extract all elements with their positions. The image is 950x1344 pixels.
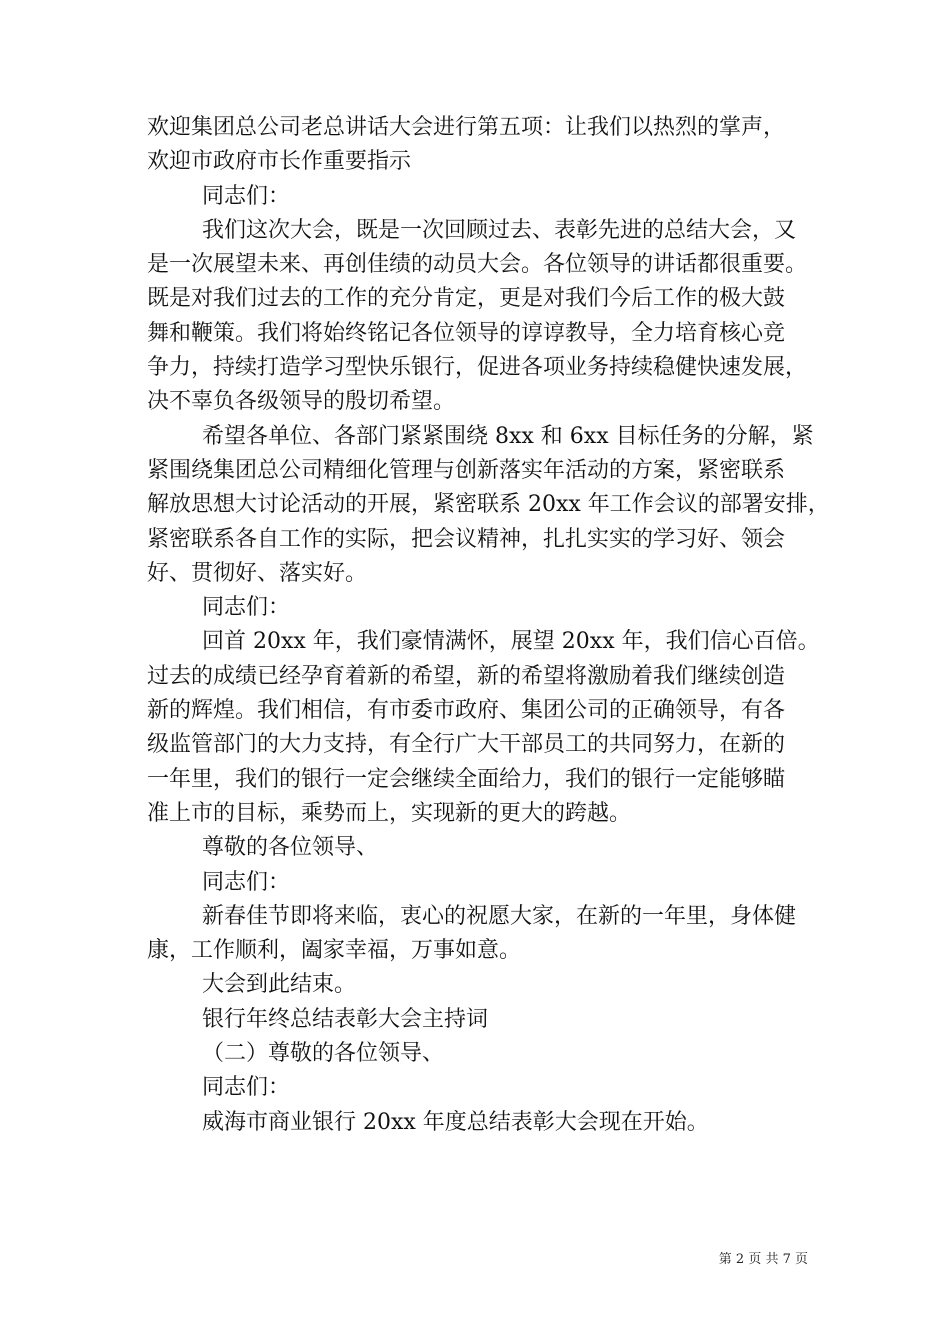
text-line: 准上市的目标，乘势而上，实现新的更大的跨越。 [147,800,632,826]
text-line: 紧密联系各自工作的实际，把会议精神，扎扎实实的学习好、领会 [147,526,786,552]
text-line: 级监管部门的大力支持，有全行广大干部员工的共同努力，在新的 [147,732,786,758]
text-line: 回首 20xx 年，我们豪情满怀，展望 20xx 年，我们信心百倍。 [202,629,820,655]
text-line: 欢迎集团总公司老总讲话大会进行第五项：让我们以热烈的掌声， [147,115,786,140]
text-line: 同志们： [202,183,291,209]
text-line: 新的辉煌。我们相信，有市委市政府、集团公司的正确领导，有各 [147,698,786,724]
text-line: 尊敬的各位领导、 [202,835,379,861]
text-line: 大会到此结束。 [202,972,357,998]
text-line: 同志们： [202,1075,291,1101]
text-line: 是一次展望未来、再创佳绩的动员大会。各位领导的讲话都很重要。 [147,252,808,278]
text-line: 过去的成绩已经孕育着新的希望，新的希望将激励着我们继续创造 [147,663,786,689]
text-line: 舞和鞭策。我们将始终铭记各位领导的谆谆教导，全力培育核心竞 [147,320,786,346]
text-line: 欢迎市政府市长作重要指示 [147,149,412,175]
text-line: 威海市商业银行 20xx 年度总结表彰大会现在开始。 [202,1109,709,1135]
document-body [147,111,830,1140]
text-line: 同志们： [202,869,291,895]
text-line: 解放思想大讨论活动的开展，紧密联系 20xx 年工作会议的部署安排， [147,492,830,518]
text-line: 康，工作顺利，阖家幸福，万事如意。 [147,938,522,964]
text-line: 一年里，我们的银行一定会继续全面给力，我们的银行一定能够瞄 [147,766,786,792]
text-line: 决不辜负各级领导的殷切希望。 [147,389,456,415]
text-line: 银行年终总结表彰大会主持词 [202,1006,489,1032]
text-line: 争力，持续打造学习型快乐银行，促进各项业务持续稳健快速发展， [147,355,808,381]
text-line: 同志们： [202,595,291,621]
text-line: 希望各单位、各部门紧紧围绕 8xx 和 6xx 目标任务的分解，紧 [202,423,814,449]
text-line: 我们这次大会，既是一次回顾过去、表彰先进的总结大会，又 [202,217,797,243]
text-line: 好、贯彻好、落实好。 [147,560,368,586]
text-line: （二）尊敬的各位领导、 [202,1041,445,1067]
text-line: 紧围绕集团总公司精细化管理与创新落实年活动的方案，紧密联系 [147,457,786,483]
page-number: 第 2 页 共 7 页 [718,1252,808,1267]
text-line: 新春佳节即将来临，衷心的祝愿大家，在新的一年里，身体健 [202,903,797,929]
text-line: 既是对我们过去的工作的充分肯定，更是对我们今后工作的极大鼓 [147,286,786,312]
